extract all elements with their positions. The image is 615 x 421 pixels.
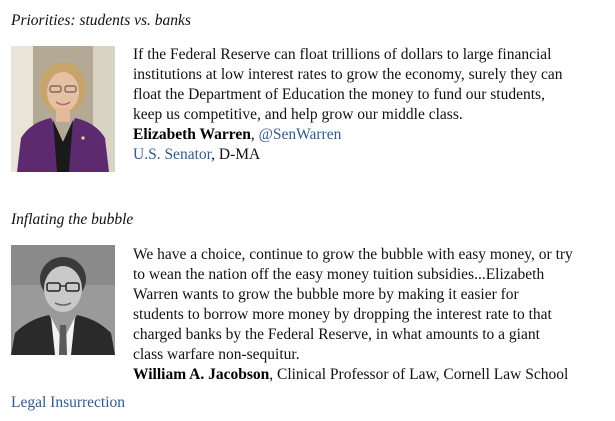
section-heading-bubble: Inflating the bubble (11, 211, 134, 228)
role-line (133, 145, 611, 165)
twitter-handle-link[interactable]: @SenWarren (258, 126, 342, 143)
author-description: , Clinical Professor of Law, Cornell Law School (269, 366, 569, 383)
portrait-photo-jacobson (11, 245, 115, 355)
author-name: William A. Jacobson (133, 366, 270, 383)
portrait-photo-warren (11, 46, 115, 172)
author-separator: , (250, 126, 255, 143)
quote-block-jacobson (133, 245, 611, 385)
portrait-photo-icon (11, 245, 115, 355)
quote-text: We have a choice, continue to grow the bubble with easy money, or try to wean the nation off the easy money tuition subsidies...Elizabeth Warren wants to grow the bubble more by making it easier for students to borrow more money by dropping the interest rate to that charged banks by the Federal Reserve, in what amounts to a giant class warfare non-sequitur. (133, 246, 573, 363)
author-name: Elizabeth Warren (133, 126, 251, 143)
party-state: , D-MA (211, 146, 261, 163)
source-link-legal-insurrection[interactable]: Legal Insurrection (11, 394, 126, 411)
role-link[interactable]: U.S. Senator (133, 146, 212, 163)
attribution-line (133, 365, 611, 385)
quote-block-warren (133, 45, 611, 165)
quote-text: If the Federal Reserve can float trillions of dollars to large financial institutions at low interest rates to grow the economy, surely they can float the Department of Education the money to fund our students, keep us competitive, and help grow our middle class. (133, 46, 563, 123)
attribution-line (133, 125, 611, 145)
section-heading-priorities: Priorities: students vs. banks (11, 12, 191, 29)
portrait-photo-icon (11, 46, 115, 172)
